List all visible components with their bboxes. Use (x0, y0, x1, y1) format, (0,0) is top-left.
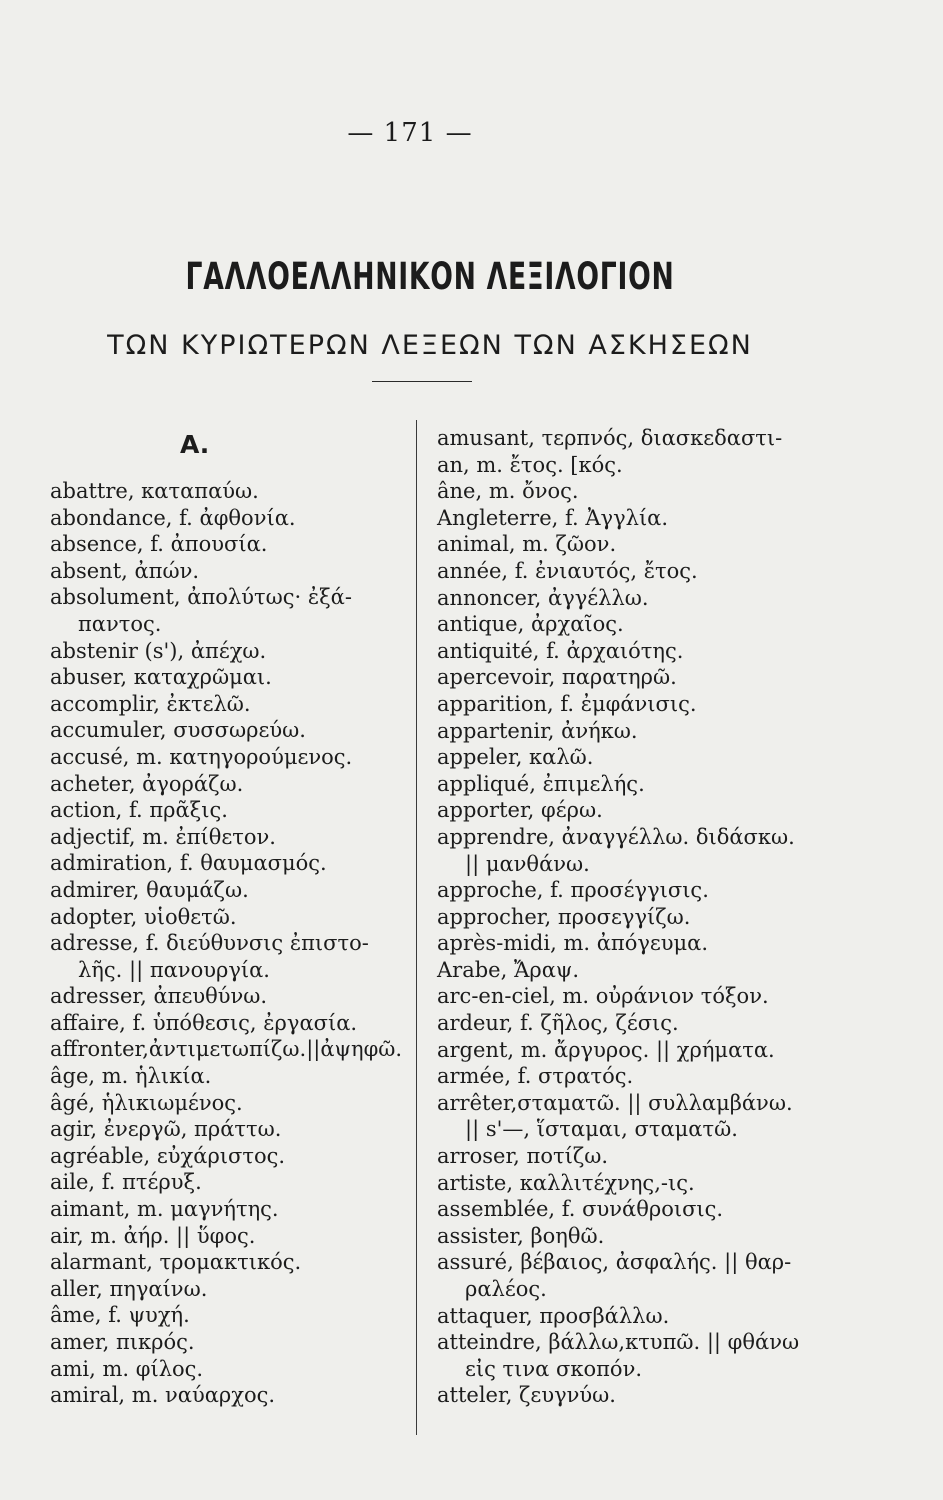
entry-line: agréable, εὐχάριστος. (50, 1143, 286, 1168)
dictionary-entry (437, 877, 817, 904)
dictionary-entry (437, 558, 817, 585)
dictionary-entry (50, 638, 410, 665)
entry-line: apprendre, ἀναγγέλλω. διδάσκω. (437, 824, 795, 849)
entry-line: Angleterre, f. Ἀγγλία. (437, 505, 669, 530)
entry-line: abuser, καταχρῶμαι. (50, 665, 272, 690)
dictionary-entry (50, 1169, 410, 1196)
dictionary-entry (437, 611, 817, 638)
dictionary-entry (437, 1196, 817, 1223)
dictionary-entry (437, 664, 817, 691)
entry-line: aller, πηγαίνω. (50, 1276, 208, 1301)
right-column (437, 425, 817, 1409)
entry-line: apercevoir, παρατηρῶ. (437, 665, 677, 690)
entry-line: Arabe, Ἄραψ. (437, 957, 580, 982)
dictionary-entry (437, 691, 817, 718)
dictionary-entry (50, 850, 410, 877)
entry-line: accomplir, ἐκτελῶ. (50, 691, 251, 716)
dictionary-entry (437, 1090, 817, 1143)
entry-line: après-midi, m. ἀπόγευμα. (437, 931, 709, 956)
dictionary-entry (50, 1196, 410, 1223)
dictionary-entry (50, 1090, 410, 1117)
entry-continuation: || μανθάνω. (465, 851, 590, 876)
dictionary-entry (437, 983, 817, 1010)
entry-line: approche, f. προσέγγισις. (437, 878, 709, 903)
entry-continuation: λῆς. || πανουργία. (78, 957, 270, 982)
entry-line: admiration, f. θαυμασμός. (50, 851, 327, 876)
entry-line: absolument, ἀπολύτως· ἐξά- (50, 585, 352, 610)
entry-line: année, f. ἐνιαυτός, ἔτος. (437, 558, 698, 583)
entry-line: arc-en-ciel, m. οὐράνιον τόξον. (437, 984, 769, 1009)
entry-line: air, m. ἀήρ. || ὕφος. (50, 1223, 256, 1248)
entry-line: apparition, f. ἐμφάνισις. (437, 691, 697, 716)
title-rule (372, 381, 472, 382)
dictionary-entry (437, 1037, 817, 1064)
dictionary-entry (437, 1329, 817, 1382)
entry-line: argent, m. ἄργυρος. || χρήματα. (437, 1037, 775, 1062)
dictionary-entry (50, 584, 410, 637)
entry-line: adresse, f. διεύθυνσις ἐπιστο- (50, 931, 369, 956)
dictionary-entry (437, 957, 817, 984)
dictionary-entry (50, 797, 410, 824)
dictionary-entry (437, 638, 817, 665)
dictionary-entry (50, 771, 410, 798)
entry-line: ami, m. φίλος. (50, 1356, 204, 1381)
entry-line: accumuler, συσσωρεύω. (50, 718, 306, 743)
entry-line: âgé, ἡλικιωμένος. (50, 1090, 243, 1115)
entry-line: absent, ἀπών. (50, 558, 200, 583)
dictionary-entry (50, 1302, 410, 1329)
entry-line: amiral, m. ναύαρχος. (50, 1383, 276, 1408)
entry-line: assemblée, f. συνάθροισις. (437, 1197, 724, 1222)
entry-line: animal, m. ζῶον. (437, 532, 617, 557)
entry-line: antique, ἀρχαῖος. (437, 612, 624, 637)
entry-line: assuré, βέβαιος, ἀσφαλής. || θαρ- (437, 1250, 792, 1275)
dictionary-entry (437, 505, 817, 532)
entry-continuation: ραλέος. (465, 1277, 547, 1301)
dictionary-entry (437, 531, 817, 558)
entry-line: antiquité, f. ἀρχαιότης. (437, 638, 684, 663)
entry-line: abondance, f. ἀφθονία. (50, 505, 296, 530)
dictionary-entry (437, 824, 817, 877)
entry-line: admirer, θαυμάζω. (50, 877, 249, 902)
entry-line: atteler, ζευγνύω. (437, 1383, 616, 1408)
dictionary-entry (50, 904, 410, 931)
dictionary-entry (437, 585, 817, 612)
entry-line: aimant, m. μαγνήτης. (50, 1197, 279, 1222)
entry-line: artiste, καλλιτέχνης,-ις. (437, 1170, 695, 1195)
dictionary-entry (50, 531, 410, 558)
dictionary-entry (437, 1063, 817, 1090)
dictionary-entry (50, 1329, 410, 1356)
page-number: — 171 — (347, 118, 473, 148)
dictionary-entry (437, 425, 817, 478)
letter-heading: A. (180, 430, 210, 459)
dictionary-entry (437, 718, 817, 745)
page-subtitle: ΤΩΝ ΚΥΡΙΩΤΕΡΩΝ ΛΕΞΕΩΝ ΤΩΝ ΑΣΚΗΣΕΩΝ (107, 330, 753, 361)
entry-line: amusant, τερπνός, διασκεδαστι- (437, 426, 783, 450)
dictionary-entry (50, 505, 410, 532)
left-column (50, 478, 410, 1409)
dictionary-entry (50, 744, 410, 771)
dictionary-entry (50, 1063, 410, 1090)
entry-continuation: || s'—, ἵσταμαι, σταματῶ. (465, 1117, 738, 1142)
dictionary-entry (437, 930, 817, 957)
dictionary-entry (50, 717, 410, 744)
dictionary-entry (50, 558, 410, 585)
dictionary-entry (437, 904, 817, 931)
dictionary-entry (50, 1010, 410, 1037)
dictionary-entry (437, 744, 817, 771)
entry-continuation: παντος. (78, 611, 162, 636)
dictionary-entry (50, 1116, 410, 1143)
dictionary-entry (437, 1303, 817, 1330)
dictionary-entry (50, 1276, 410, 1303)
dictionary-entry (50, 691, 410, 718)
entry-line: ardeur, f. ζῆλος, ζέσις. (437, 1011, 679, 1036)
entry-line: adresser, ἀπευθύνω. (50, 984, 268, 1009)
entry-line: attaquer, προσβάλλω. (437, 1303, 670, 1328)
entry-line: âne, m. ὄνος. (437, 479, 579, 504)
dictionary-entry (50, 478, 410, 505)
entry-line: apporter, φέρω. (437, 798, 603, 823)
dictionary-entry (437, 1010, 817, 1037)
entry-line: adopter, υἱοθετῶ. (50, 904, 237, 929)
entry-line: abstenir (s'), ἀπέχω. (50, 638, 267, 663)
column-divider (416, 420, 417, 1435)
entry-line: annoncer, ἀγγέλλω. (437, 585, 649, 610)
entry-line: âge, m. ἡλικία. (50, 1064, 212, 1089)
dictionary-entry (50, 1223, 410, 1250)
dictionary-entry (50, 877, 410, 904)
dictionary-entry (50, 1356, 410, 1383)
entry-line: appliqué, ἐπιμελής. (437, 771, 645, 796)
dictionary-entry (437, 1382, 817, 1409)
dictionary-entry (50, 1036, 410, 1063)
entry-line: affronter,ἀντιμετωπίζω.||ἀψηφῶ. (50, 1037, 403, 1062)
entry-line: abattre, καταπαύω. (50, 479, 259, 503)
entry-line: agir, ἐνεργῶ, πράττω. (50, 1117, 282, 1142)
entry-line: atteindre, βάλλω,κτυπῶ. || φθάνω (437, 1330, 800, 1355)
dictionary-entry (50, 930, 410, 983)
dictionary-entry (437, 1223, 817, 1250)
dictionary-entry (437, 1170, 817, 1197)
entry-line: arroser, ποτίζω. (437, 1144, 609, 1169)
dictionary-entry (437, 797, 817, 824)
dictionary-entry (50, 664, 410, 691)
entry-line: alarmant, τρομακτικός. (50, 1250, 302, 1275)
dictionary-entry (437, 1143, 817, 1170)
entry-line: armée, f. στρατός. (437, 1064, 634, 1089)
dictionary-entry (50, 983, 410, 1010)
entry-line: adjectif, m. ἐπίθετον. (50, 824, 276, 849)
dictionary-entry (50, 1249, 410, 1276)
entry-line: âme, f. ψυχή. (50, 1303, 190, 1328)
dictionary-entry (437, 478, 817, 505)
dictionary-entry (50, 824, 410, 851)
entry-line: arrêter,σταματῶ. || συλλαμβάνω. (437, 1090, 793, 1115)
entry-line: approcher, προσεγγίζω. (437, 904, 691, 929)
entry-line: assister, βοηθῶ. (437, 1223, 605, 1248)
dictionary-entry (437, 771, 817, 798)
entry-line: aile, f. πτέρυξ. (50, 1170, 202, 1195)
entry-line: action, f. πρᾶξις. (50, 798, 228, 823)
entry-line: amer, πικρός. (50, 1330, 195, 1354)
dictionary-entry (437, 1249, 817, 1302)
entry-line: acheter, ἀγοράζω. (50, 771, 244, 796)
entry-continuation: an, m. ἔτος. [κός. (437, 452, 623, 477)
page-title: ΓΑΛΛΟΕΛΛΗΝΙΚΟΝ ΛΕΞΙΛΟΓΙΟΝ (185, 255, 675, 298)
entry-line: appartenir, ἀνήκω. (437, 718, 638, 743)
entry-continuation: εἰς τινα σκοπόν. (465, 1356, 643, 1381)
entry-line: accusé, m. κατηγορούμενος. (50, 744, 353, 769)
dictionary-entry (50, 1382, 410, 1409)
dictionary-entry (50, 1143, 410, 1170)
entry-line: absence, f. ἀπουσία. (50, 532, 268, 557)
entry-line: affaire, f. ὑπόθεσις, ἐργασία. (50, 1010, 358, 1035)
entry-line: appeler, καλῶ. (437, 745, 594, 770)
